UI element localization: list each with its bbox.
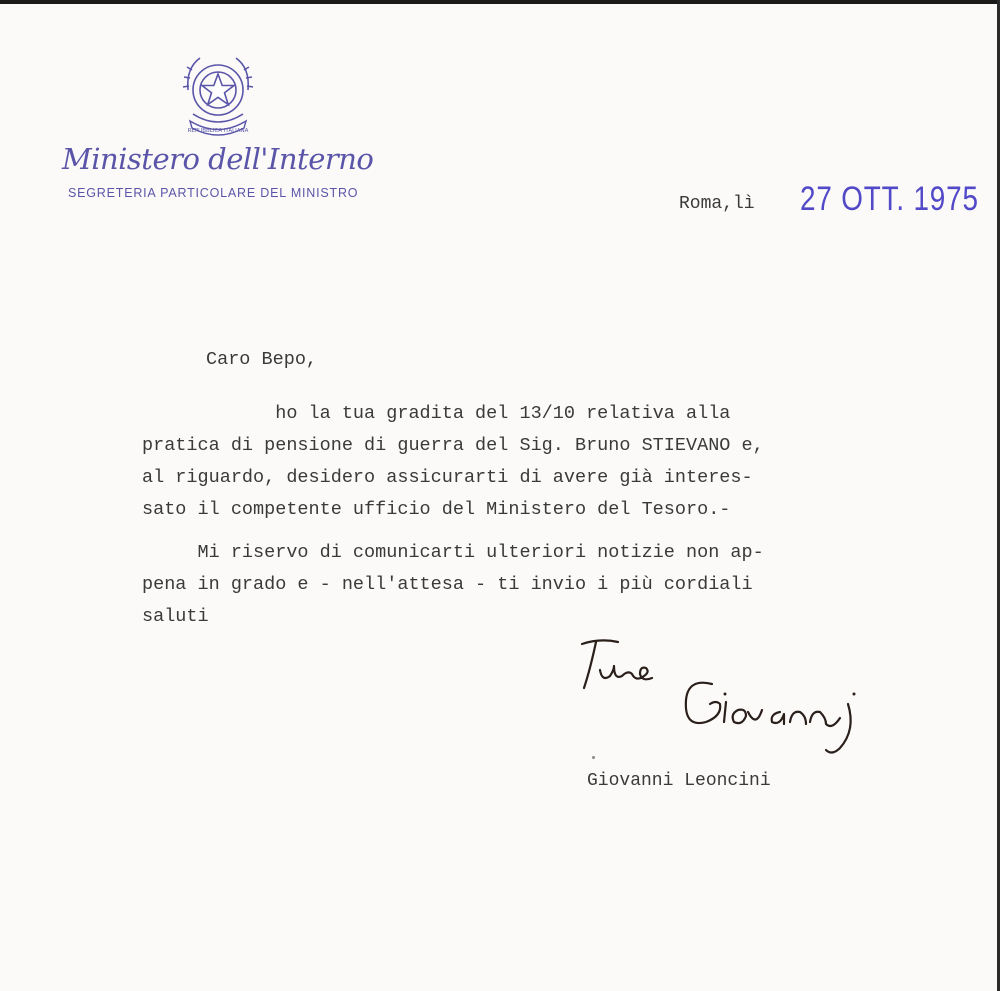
letter-line: ho la tua gradita del 13/10 relativa alla (142, 403, 731, 424)
signature-text: Tuo Giovanni (570, 630, 578, 631)
letter-body (142, 398, 862, 633)
dateline-place: Roma,lì (679, 194, 755, 214)
ministry-department: SEGRETERIA PARTICOLARE DEL MINISTRO (68, 186, 359, 200)
ministry-name: Ministero dell'Interno (62, 142, 374, 176)
letter-line: al riguardo, desidero assicurarti di avere già interes- (142, 467, 753, 488)
letter-line: pena in grado e - nell'attesa - ti invio i più cordiali (142, 574, 753, 595)
letter-line: sato il competente ufficio del Ministero del Tesoro.- (142, 499, 731, 520)
handwritten-signature (570, 630, 870, 765)
letter-line: pratica di pensione di guerra del Sig. Bruno STIEVANO e, (142, 435, 764, 456)
letter-line: Mi riservo di comunicarti ulteriori notizie non ap- (142, 542, 764, 563)
emblem-text: REPUBBLICA ITALIANA (187, 128, 249, 134)
letter-salutation: Caro Bepo, (206, 349, 318, 370)
italian-republic-emblem-icon (178, 50, 258, 140)
signer-name: Giovanni Leoncini (587, 771, 771, 791)
page-top-edge (0, 0, 1000, 4)
ink-mark (592, 756, 595, 759)
letter-line: saluti (142, 606, 209, 627)
date-stamp: 27 OTT. 1975 (800, 180, 979, 218)
